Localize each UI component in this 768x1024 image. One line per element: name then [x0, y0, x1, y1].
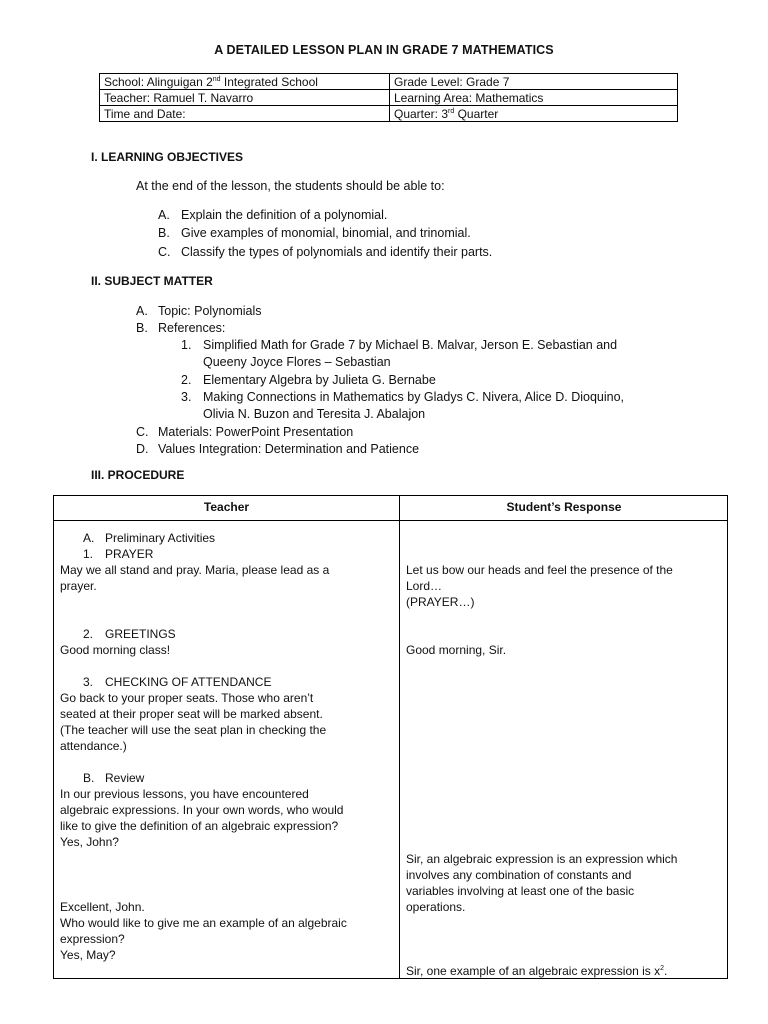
- info-row: [100, 106, 678, 122]
- section-marker: B.: [83, 771, 95, 785]
- student-line: involves any combination of constants and: [406, 868, 632, 882]
- teacher-line: like to give the definition of an algebraic expression?: [60, 819, 339, 833]
- reference-marker: 3.: [181, 390, 192, 404]
- school-label: School: Alinguigan 2: [104, 74, 213, 89]
- procedure-heading: III. PROCEDURE: [91, 468, 185, 482]
- teacher-line: May we all stand and pray. Maria, please lead as a: [60, 563, 330, 577]
- student-line: Let us bow our heads and feel the presence of the: [406, 563, 673, 577]
- student-line: Lord…: [406, 579, 443, 593]
- reference-item: [181, 338, 617, 352]
- teacher-line: Yes, John?: [60, 835, 119, 849]
- student-line: Good morning, Sir.: [406, 643, 507, 657]
- section-title: Review: [105, 771, 145, 785]
- subject-item: [136, 442, 419, 456]
- objective-text: Explain the definition of a polynomial.: [181, 208, 388, 222]
- subject-heading: II. SUBJECT MATTER: [91, 274, 213, 288]
- reference-item: [181, 390, 624, 404]
- info-row: [100, 74, 678, 90]
- teacher-line: algebraic expressions. In your own words, who would: [60, 803, 344, 817]
- quarter-label: Quarter: 3: [394, 106, 449, 121]
- subject-marker: B.: [136, 321, 148, 335]
- teacher-line: In our previous lessons, you have encountered: [60, 787, 309, 801]
- objective-marker: C.: [158, 245, 171, 259]
- teacher-line: Good morning class!: [60, 643, 171, 657]
- activity-title: GREETINGS: [105, 627, 176, 641]
- objective-item: [158, 208, 387, 222]
- teacher-line: Excellent, John.: [60, 900, 145, 914]
- school-cell: [100, 74, 390, 90]
- student-column-header: Student’s Response: [506, 500, 622, 514]
- objective-text: Give examples of monomial, binomial, and trinomial.: [181, 226, 471, 240]
- subject-marker: A.: [136, 304, 148, 318]
- subject-item: [136, 425, 353, 439]
- learning-area-cell: Learning Area: Mathematics: [390, 90, 678, 106]
- activity-marker: 3.: [83, 675, 94, 689]
- activity-heading: [83, 674, 271, 690]
- teacher-line: prayer.: [60, 579, 97, 593]
- materials-text: Materials: PowerPoint Presentation: [158, 425, 354, 439]
- time-date-cell: Time and Date:: [100, 106, 390, 122]
- objective-item: [158, 245, 492, 259]
- info-row: [100, 90, 678, 106]
- teacher-line: attendance.): [60, 739, 127, 753]
- school-rest: Integrated School: [220, 74, 318, 89]
- exponent: 2: [660, 965, 665, 972]
- reference-marker: 2.: [181, 373, 192, 387]
- subject-item: [136, 321, 225, 335]
- grade-level-cell: Grade Level: Grade 7: [390, 74, 678, 90]
- teacher-line: seated at their proper seat will be marked absent.: [60, 707, 323, 721]
- objectives-intro: At the end of the lesson, the students should be able to:: [136, 179, 445, 193]
- section-marker: A.: [83, 531, 95, 545]
- reference-text: Elementary Algebra by Julieta G. Bernabe: [203, 373, 436, 387]
- objectives-heading: I. LEARNING OBJECTIVES: [91, 150, 244, 164]
- objective-item: [158, 226, 471, 240]
- quarter-cell: [390, 106, 678, 122]
- objective-marker: A.: [158, 208, 170, 222]
- teacher-cell: Teacher: Ramuel T. Navarro: [100, 90, 390, 106]
- teacher-line: expression?: [60, 932, 125, 946]
- references-text: References:: [158, 321, 226, 335]
- quarter-sup: rd: [448, 107, 455, 115]
- student-line: (PRAYER…): [406, 595, 475, 609]
- activity-marker: 2.: [83, 627, 94, 641]
- activity-heading: [83, 626, 176, 642]
- teacher-line: Yes, May?: [60, 948, 116, 962]
- teacher-column-header: Teacher: [203, 500, 250, 514]
- activity-title: PRAYER: [105, 547, 154, 561]
- objective-marker: B.: [158, 226, 170, 240]
- teacher-line: (The teacher will use the seat plan in checking the: [60, 723, 327, 737]
- section-heading: [83, 530, 215, 546]
- document-title: A DETAILED LESSON PLAN IN GRADE 7 MATHEMATICS: [214, 43, 554, 57]
- section-heading: [83, 770, 144, 786]
- student-line: operations.: [406, 900, 466, 914]
- student-example-end: .: [664, 964, 668, 978]
- reference-marker: 1.: [181, 338, 192, 352]
- subject-marker: D.: [136, 442, 149, 456]
- objective-text: Classify the types of polynomials and identify their parts.: [181, 245, 493, 259]
- reference-text: Simplified Math for Grade 7 by Michael B. Malvar, Jerson E. Sebastian and: [203, 338, 618, 352]
- teacher-line: Go back to your proper seats. Those who aren’t: [60, 691, 314, 705]
- info-table: [99, 73, 678, 122]
- activity-title: CHECKING OF ATTENDANCE: [105, 675, 272, 689]
- student-line: variables involving at least one of the basic: [406, 884, 635, 898]
- subject-marker: C.: [136, 425, 149, 439]
- reference-text-cont: Queeny Joyce Flores – Sebastian: [203, 355, 391, 369]
- values-text: Values Integration: Determination and Patience: [158, 442, 420, 456]
- reference-text: Making Connections in Mathematics by Gladys C. Nivera, Alice D. Dioquino,: [203, 390, 625, 404]
- quarter-rest: Quarter: [454, 106, 499, 121]
- student-line: Sir, an algebraic expression is an expression which: [406, 852, 678, 866]
- teacher-line: Who would like to give me an example of an algebraic: [60, 916, 347, 930]
- procedure-table: [53, 495, 728, 979]
- section-title: Preliminary Activities: [105, 531, 216, 545]
- activity-heading: [83, 546, 153, 562]
- student-example-text: Sir, one example of an algebraic expression is x: [406, 964, 661, 978]
- student-line: [406, 963, 667, 979]
- reference-text-cont: Olivia N. Buzon and Teresita J. Abalajon: [203, 407, 426, 421]
- activity-marker: 1.: [83, 547, 94, 561]
- reference-item: [181, 373, 436, 387]
- column-divider: [399, 496, 400, 978]
- header-divider: [54, 520, 727, 521]
- topic-text: Topic: Polynomials: [158, 304, 262, 318]
- subject-item: [136, 304, 262, 318]
- school-sup: nd: [212, 75, 221, 83]
